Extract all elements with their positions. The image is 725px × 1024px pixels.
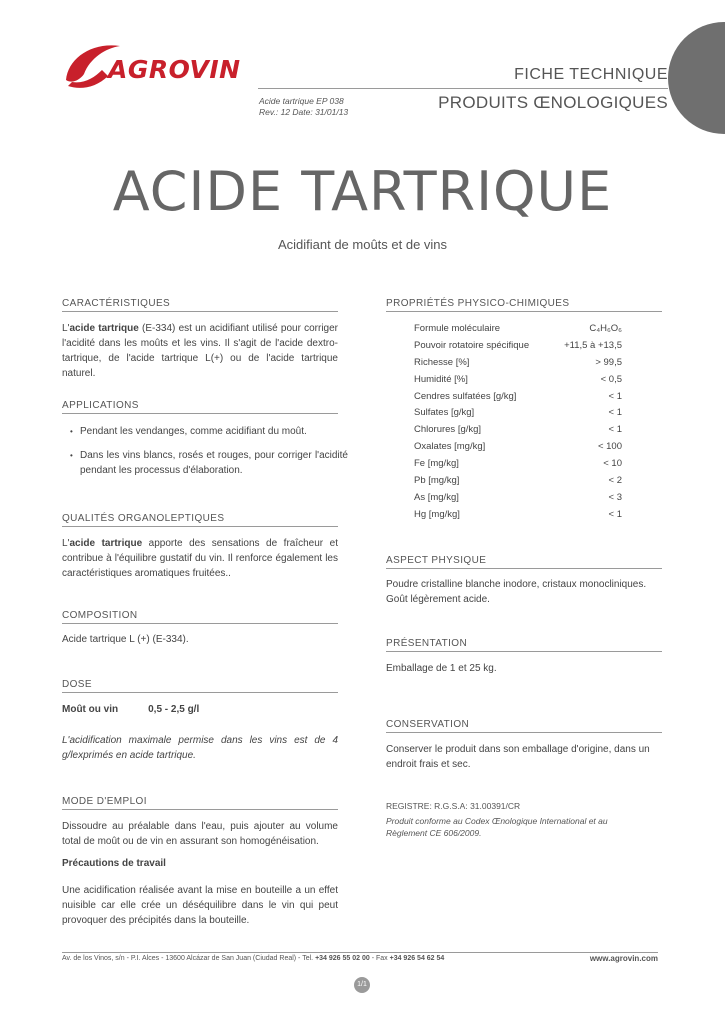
- property-label: Cendres sulfatées [g/kg]: [414, 390, 517, 402]
- property-label: As [mg/kg]: [414, 491, 459, 503]
- page-number: 1/1: [354, 977, 370, 993]
- property-row: [414, 371, 622, 388]
- proprietes-table: [414, 320, 622, 523]
- registre-line: REGISTRE: R.G.S.A: 31.00391/CR: [386, 801, 521, 811]
- application-item: • Dans les vins blancs, rosés et rouges, pour corriger l'acidité pendant les processus d'élaboration.: [70, 448, 348, 478]
- property-label: Pb [mg/kg]: [414, 474, 460, 486]
- property-value: < 100: [597, 441, 622, 453]
- conservation-text: Conserver le produit dans son emballage d'origine, dans un endroit frais et sec.: [386, 744, 650, 770]
- precautions-text: Une acidification réalisée avant la mise en bouteille a un effet nuisible car elle crée un déséquilibre dans le vin qui peut provoquer des précipités dans la bouteille.: [62, 885, 338, 926]
- property-row: [414, 421, 622, 438]
- dose-line: Moût ou vin 0,5 - 2,5 g/l: [62, 704, 200, 715]
- property-value: < 2: [608, 474, 622, 486]
- property-row: [414, 354, 622, 371]
- fiche-technique-title: FICHE TECHNIQUE: [514, 66, 668, 83]
- section-caracteristiques: CARACTÉRISTIQUES: [62, 298, 338, 312]
- header-divider: [258, 88, 668, 89]
- caracteristiques-text: L'acide tartrique (E-334) est un acidifiant utilisé pour corriger l'acidité dans les moûts et les vins. Il s'agit de l'acide dextro-tartrique, de l'acide tartrique L(+) ou de l'acide tartrique naturel.: [62, 323, 338, 379]
- property-label: Richesse [%]: [414, 356, 470, 368]
- property-row: [414, 472, 622, 489]
- revision-date: Rev.: 12 Date: 31/01/13: [259, 107, 349, 117]
- property-row: [414, 455, 622, 472]
- section-presentation: PRÉSENTATION: [386, 638, 662, 652]
- property-value: > 99,5: [595, 356, 622, 368]
- composition-text: Acide tartrique L (+) (E-334).: [62, 634, 189, 645]
- property-row: [414, 438, 622, 455]
- dose-note: L'acidification maximale permise dans les vins est de 4 g/lexprimés en acide tartrique.: [62, 735, 338, 761]
- footer-divider: [62, 952, 658, 953]
- presentation-text: Emballage de 1 et 25 kg.: [386, 663, 497, 674]
- property-row: [414, 404, 622, 421]
- property-label: Hg [mg/kg]: [414, 508, 460, 520]
- section-proprietes: PROPRIÉTÉS PHYSICO-CHIMIQUES: [386, 298, 662, 312]
- section-applications: APPLICATIONS: [62, 400, 338, 414]
- section-qualites: QUALITÉS ORGANOLEPTIQUES: [62, 513, 338, 527]
- brand-name: AGROVIN: [108, 55, 241, 84]
- property-row: [414, 320, 622, 337]
- property-value: < 1: [608, 508, 622, 520]
- property-row: [414, 489, 622, 506]
- property-value: < 3: [608, 491, 622, 503]
- property-value: C₄H₆O₆: [589, 322, 622, 334]
- property-value: < 0,5: [600, 373, 622, 385]
- section-aspect: ASPECT PHYSIQUE: [386, 555, 662, 569]
- property-label: Oxalates [mg/kg]: [414, 441, 486, 453]
- property-row: [414, 388, 622, 405]
- property-value: < 1: [608, 407, 622, 419]
- property-row: [414, 337, 622, 354]
- section-conservation: CONSERVATION: [386, 719, 662, 733]
- property-value: +11,5 à +13,5: [564, 339, 622, 351]
- precautions-title: Précautions de travail: [62, 858, 166, 869]
- section-mode-emploi: MODE D'EMPLOI: [62, 796, 338, 810]
- website-link[interactable]: www.agrovin.com: [589, 954, 658, 963]
- section-composition: COMPOSITION: [62, 610, 338, 624]
- property-label: Sulfates [g/kg]: [414, 407, 475, 419]
- qualites-text: L'acide tartrique apporte des sensations de fraîcheur et contribue à l'équilibre gustatif du vin. Il renforce également les caractéristiques aromatiques fruitées..: [62, 538, 338, 579]
- agrovin-logo: [62, 40, 242, 96]
- conformite-note: Produit conforme au Codex Œnologique International et au Règlement CE 606/2009.: [386, 816, 608, 838]
- mode-emploi-text: Dissoudre au préalable dans l'eau, puis ajouter au volume total de moût ou de vin en assurant son homogénéisation.: [62, 821, 338, 847]
- page-title: ACIDE TARTRIQUE: [112, 160, 613, 223]
- corner-decoration: [668, 22, 725, 134]
- property-label: Fe [mg/kg]: [414, 458, 459, 470]
- property-label: Formule moléculaire: [414, 322, 501, 334]
- property-value: < 1: [608, 390, 622, 402]
- property-label: Pouvoir rotatoire spécifique: [414, 339, 530, 351]
- footer-address: Av. de los Vinos, s/n - P.I. Alces - 13600 Alcázar de San Juan (Ciudad Real) - Tel. +34 926 55 02 00 - Fax +34 926 54 62 54: [62, 955, 445, 962]
- aspect-text: Poudre cristalline blanche inodore, cristaux monocliniques. Goût légèrement acide.: [386, 579, 647, 605]
- section-dose: DOSE: [62, 679, 338, 693]
- page-subtitle: Acidifiant de moûts et de vins: [277, 237, 448, 252]
- property-label: Chlorures [g/kg]: [414, 424, 482, 436]
- produits-title: PRODUITS ŒNOLOGIQUES: [438, 93, 668, 112]
- product-reference: Acide tartrique EP 038: [259, 96, 344, 106]
- application-item: • Pendant les vendanges, comme acidifiant du moût.: [70, 424, 348, 439]
- property-row: [414, 506, 622, 523]
- property-value: < 10: [603, 458, 622, 470]
- property-label: Humidité [%]: [414, 373, 468, 385]
- property-value: < 1: [608, 424, 622, 436]
